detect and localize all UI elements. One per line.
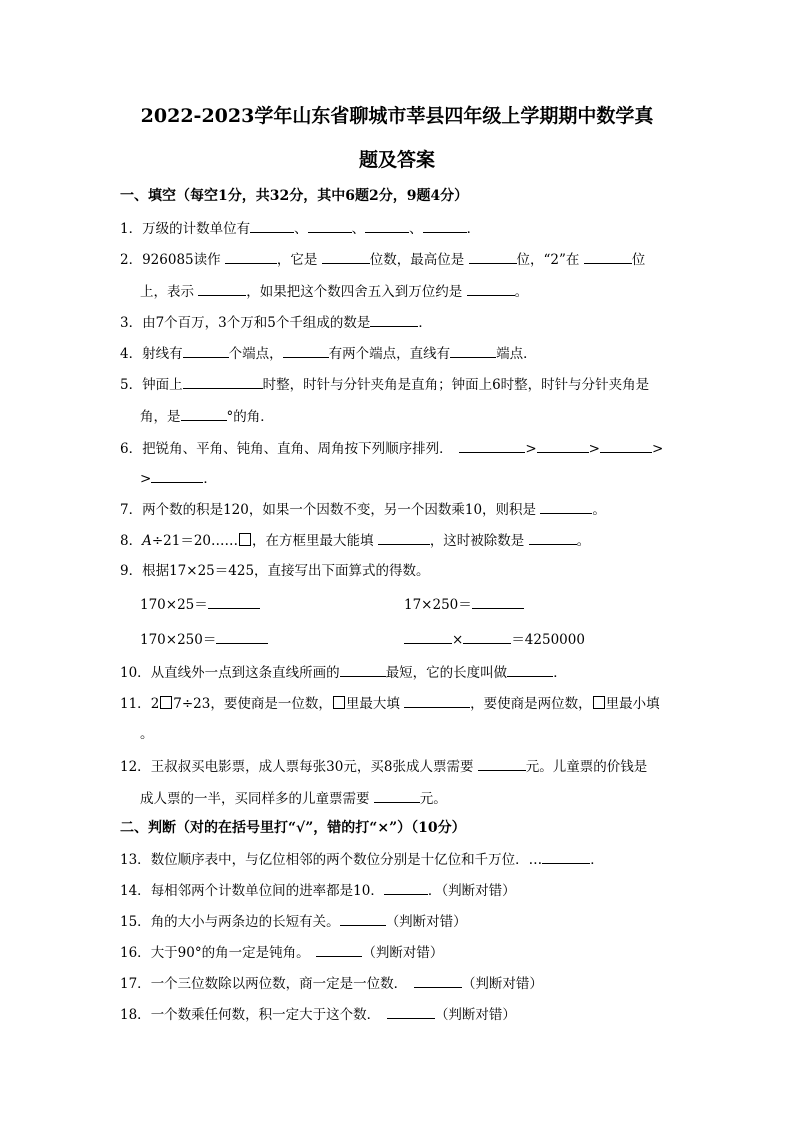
- section-2-heading: 二、判断（对的在括号里打“√”，错的打“×”）（10分）: [120, 820, 466, 836]
- answer-blank[interactable]: [216, 629, 268, 644]
- question-15: 15．角的大小与两条边的长短有关。 （判断对错）: [120, 911, 467, 932]
- question-6-line-2: > ．: [140, 468, 217, 489]
- page-title-line-2: 题及答案: [358, 149, 435, 171]
- question-2-line-2: 上，表示 ，如果把这个数四舍五入到万位约是 。: [140, 281, 528, 302]
- square-box-icon: [160, 696, 172, 709]
- answer-blank[interactable]: [387, 1004, 435, 1019]
- answer-blank[interactable]: [374, 788, 420, 803]
- question-11: 11．2 7÷23，要使商是一位数， 里最大填 ，要使商是两位数， 里最小填: [120, 693, 660, 714]
- answer-blank[interactable]: [404, 629, 452, 644]
- question-2: 2．926085读作 ，它是 位数，最高位是 位，“2”在 位: [120, 249, 645, 270]
- answer-blank[interactable]: [450, 343, 496, 358]
- question-16: 16．大于90°的角一定是钝角。 （判断对错）: [120, 942, 443, 963]
- question-4: 4．射线有 个端点， 有两个端点，直线有 端点．: [120, 343, 537, 364]
- answer-blank[interactable]: [414, 973, 462, 988]
- question-9-expr-2: 17×250＝: [404, 594, 524, 615]
- square-box-icon: [333, 696, 345, 709]
- page-title-line-1: 2022-2023学年山东省聊城市莘县四年级上学期期中数学真: [140, 105, 654, 127]
- answer-blank[interactable]: [469, 249, 517, 264]
- question-9-expr-4: × ＝4250000: [404, 629, 585, 650]
- answer-blank[interactable]: [600, 438, 652, 453]
- square-box-icon: [593, 696, 605, 709]
- answer-blank[interactable]: [384, 880, 428, 895]
- answer-blank[interactable]: [370, 312, 418, 327]
- section-1-heading: 一、填空（每空1分，共32分，其中6题2分，9题4分）: [120, 188, 469, 204]
- answer-blank[interactable]: [478, 756, 526, 771]
- question-17: 17．一个三位数除以两位数，商一定是一位数． （判断对错）: [120, 973, 543, 994]
- square-box-icon: [239, 533, 251, 546]
- question-3: 3．由7个百万，3个万和5个千组成的数是 ．: [120, 312, 432, 333]
- answer-blank[interactable]: [542, 849, 590, 864]
- answer-blank[interactable]: [540, 499, 592, 514]
- answer-blank[interactable]: [340, 911, 386, 926]
- answer-blank[interactable]: [472, 594, 524, 609]
- answer-blank[interactable]: [423, 218, 467, 233]
- answer-blank[interactable]: [584, 249, 632, 264]
- answer-blank[interactable]: [225, 249, 277, 264]
- question-7: 7．两个数的积是120，如果一个因数不变，另一个因数乘10，则积是 。: [120, 499, 606, 520]
- question-9: 9．根据17×25＝425，直接写出下面算式的得数。: [120, 563, 430, 579]
- answer-blank[interactable]: [283, 343, 329, 358]
- question-9-expr-3: 170×250＝: [140, 629, 268, 650]
- question-8: 8．A÷21＝20…… ，在方框里最大能填 ，这时被除数是 。: [120, 530, 590, 551]
- answer-blank[interactable]: [463, 629, 511, 644]
- question-12: 12．王叔叔买电影票，成人票每张30元，买8张成人票需要 元。儿童票的价钱是: [120, 756, 647, 777]
- answer-blank[interactable]: [208, 594, 260, 609]
- answer-blank[interactable]: [340, 662, 386, 677]
- question-14: 14．每相邻两个计数单位间的进率都是10． ．（判断对错）: [120, 880, 516, 901]
- question-13: 13．数位顺序表中，与亿位相邻的两个数位分别是十亿位和千万位．… ．: [120, 849, 604, 870]
- answer-blank[interactable]: [459, 438, 525, 453]
- question-6: 6．把锐角、平角、钝角、直角、周角按下列顺序排列． > > >: [120, 438, 663, 459]
- question-1: 1．万级的计数单位有 、 、 、 ．: [120, 218, 480, 239]
- answer-blank[interactable]: [507, 662, 553, 677]
- question-5-line-2: 角，是 °的角．: [140, 406, 274, 427]
- answer-blank[interactable]: [378, 530, 430, 545]
- question-11-line-2: 。: [140, 726, 154, 742]
- answer-blank[interactable]: [250, 218, 294, 233]
- question-9-expr-1: 170×25＝: [140, 594, 260, 615]
- question-5: 5．钟面上 时整，时针与分针夹角是直角；钟面上6时整，时针与分针夹角是: [120, 374, 649, 395]
- answer-blank[interactable]: [322, 249, 370, 264]
- answer-blank[interactable]: [537, 438, 589, 453]
- question-18: 18．一个数乘任何数，积一定大于这个数． （判断对错）: [120, 1004, 516, 1025]
- answer-blank[interactable]: [404, 693, 470, 708]
- answer-blank[interactable]: [529, 530, 577, 545]
- answer-blank[interactable]: [151, 468, 203, 483]
- answer-blank[interactable]: [198, 281, 246, 296]
- answer-blank[interactable]: [183, 374, 263, 389]
- question-10: 10．从直线外一点到这条直线所画的 最短，它的长度叫做 ．: [120, 662, 567, 683]
- question-12-line-2: 成人票的一半，买同样多的儿童票需要 元。: [140, 788, 447, 809]
- answer-blank[interactable]: [467, 281, 515, 296]
- answer-blank[interactable]: [308, 218, 352, 233]
- answer-blank[interactable]: [365, 218, 409, 233]
- answer-blank[interactable]: [181, 406, 227, 421]
- answer-blank[interactable]: [316, 942, 362, 957]
- answer-blank[interactable]: [183, 343, 229, 358]
